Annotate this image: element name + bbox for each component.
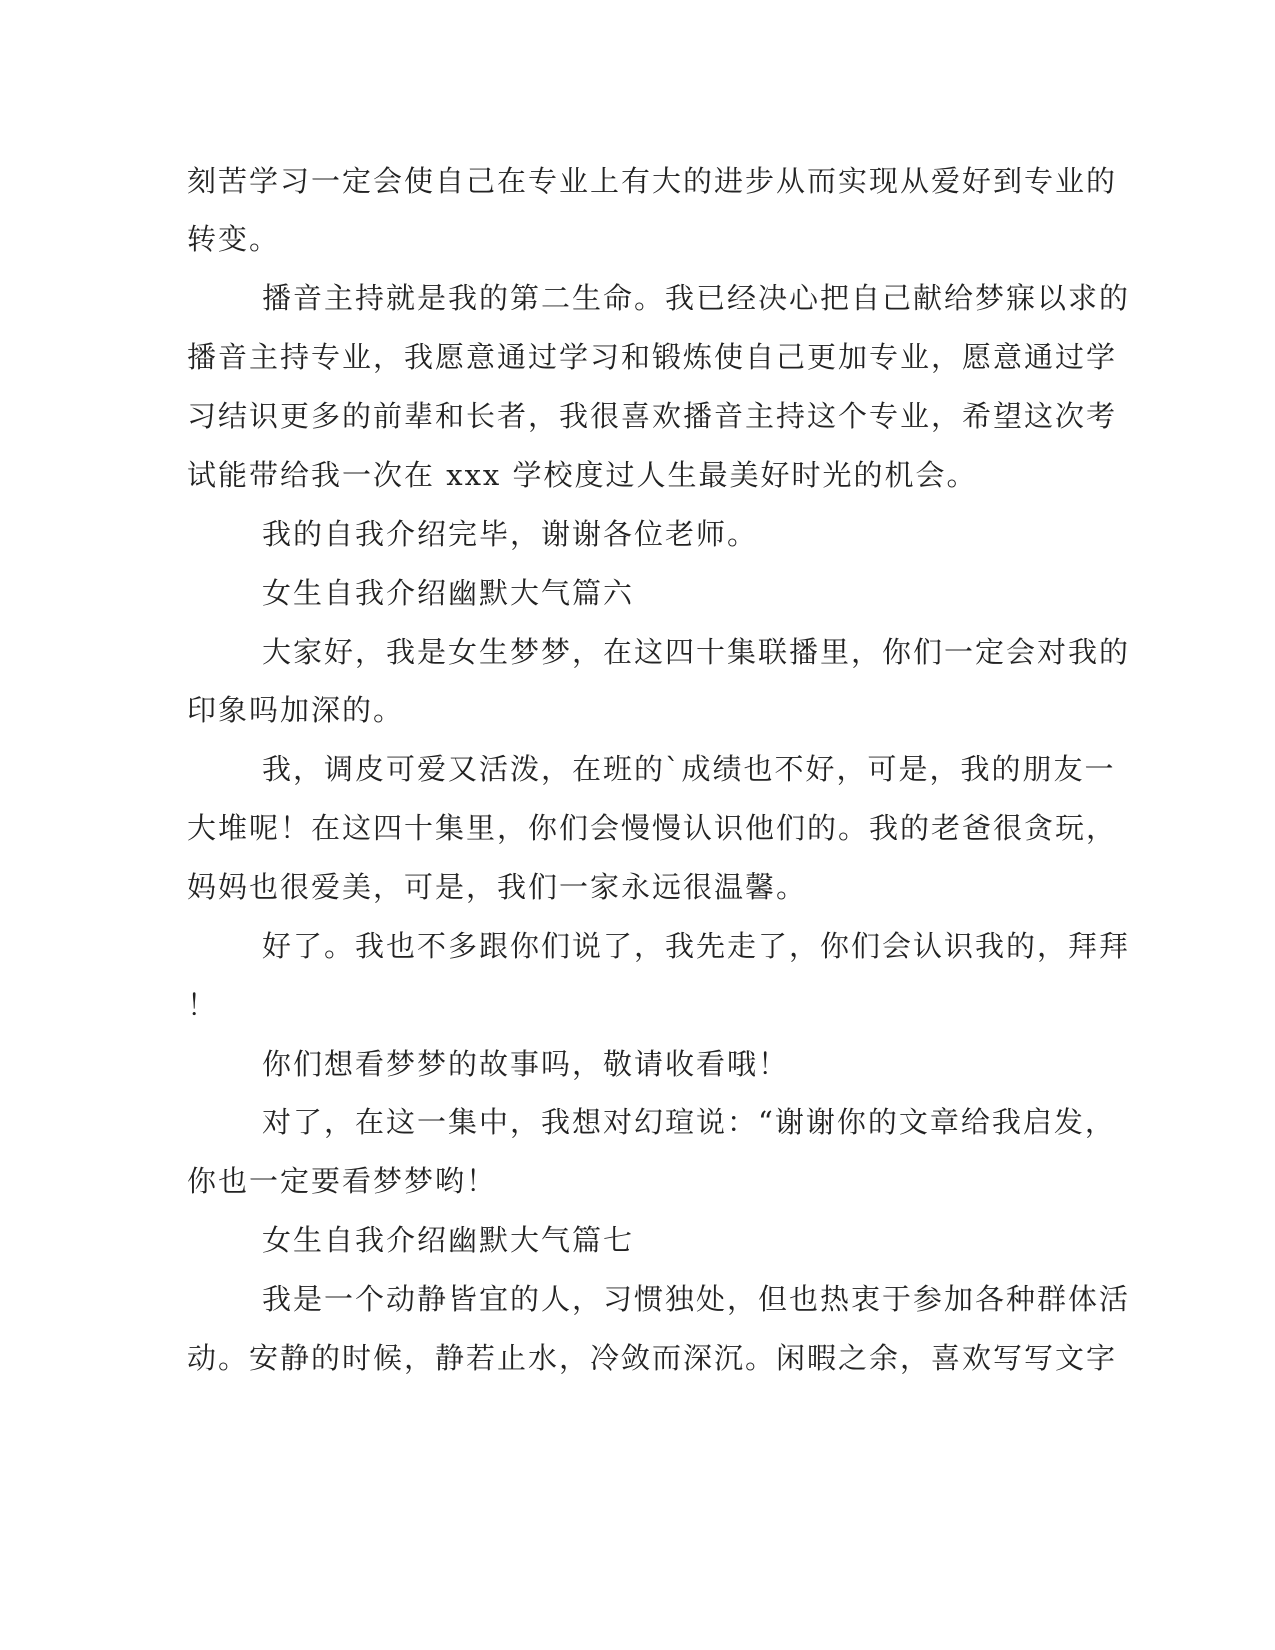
body-text-line: 刻苦学习一定会使自己在专业上有大的进步从而实现从爱好到专业的: [187, 164, 1118, 198]
body-text-line: 印象吗加深的。: [187, 693, 405, 727]
paragraph-first-line: 播音主持就是我的第二生命。我已经决心把自己献给梦寐以求的: [262, 281, 1131, 315]
body-text-line: ！: [187, 988, 219, 1022]
paragraph-first-line: 我，调皮可爱又活泼，在班的`成绩也不好，可是，我的朋友一: [262, 752, 1116, 786]
body-text-line: 大堆呢！在这四十集里，你们会慢慢认识他们的。我的老爸很贪玩，: [187, 811, 1118, 845]
paragraph-first-line: 大家好，我是女生梦梦，在这四十集联播里，你们一定会对我的: [262, 635, 1131, 669]
body-text-line: 转变。: [187, 222, 281, 256]
section-heading: 女生自我介绍幽默大气篇七: [262, 1223, 635, 1257]
paragraph-first-line: 我的自我介绍完毕，谢谢各位老师。: [262, 517, 759, 551]
section-heading: 女生自我介绍幽默大气篇六: [262, 576, 635, 610]
paragraph-first-line: 你们想看梦梦的故事吗，敬请收看哦！: [262, 1047, 790, 1081]
body-text-line: 播音主持专业，我愿意通过学习和锻炼使自己更加专业，愿意通过学: [187, 340, 1118, 374]
body-text-line: 试能带给我一次在 xxx 学校度过人生最美好时光的机会。: [187, 458, 978, 492]
paragraph-first-line: 对了，在这一集中，我想对幻瑄说：“谢谢你的文章给我启发，: [262, 1105, 1116, 1139]
body-text-line: 你也一定要看梦梦哟！: [187, 1164, 498, 1198]
body-text-line: 动。安静的时候，静若止水，冷敛而深沉。闲暇之余，喜欢写写文字: [187, 1341, 1118, 1375]
paragraph-first-line: 好了。我也不多跟你们说了，我先走了，你们会认识我的，拜拜: [262, 929, 1131, 963]
paragraph-first-line: 我是一个动静皆宜的人，习惯独处，但也热衷于参加各种群体活: [262, 1282, 1131, 1316]
body-text-line: 习结识更多的前辈和长者，我很喜欢播音主持这个专业，希望这次考: [187, 399, 1118, 433]
body-text-line: 妈妈也很爱美，可是，我们一家永远很温馨。: [187, 870, 808, 904]
